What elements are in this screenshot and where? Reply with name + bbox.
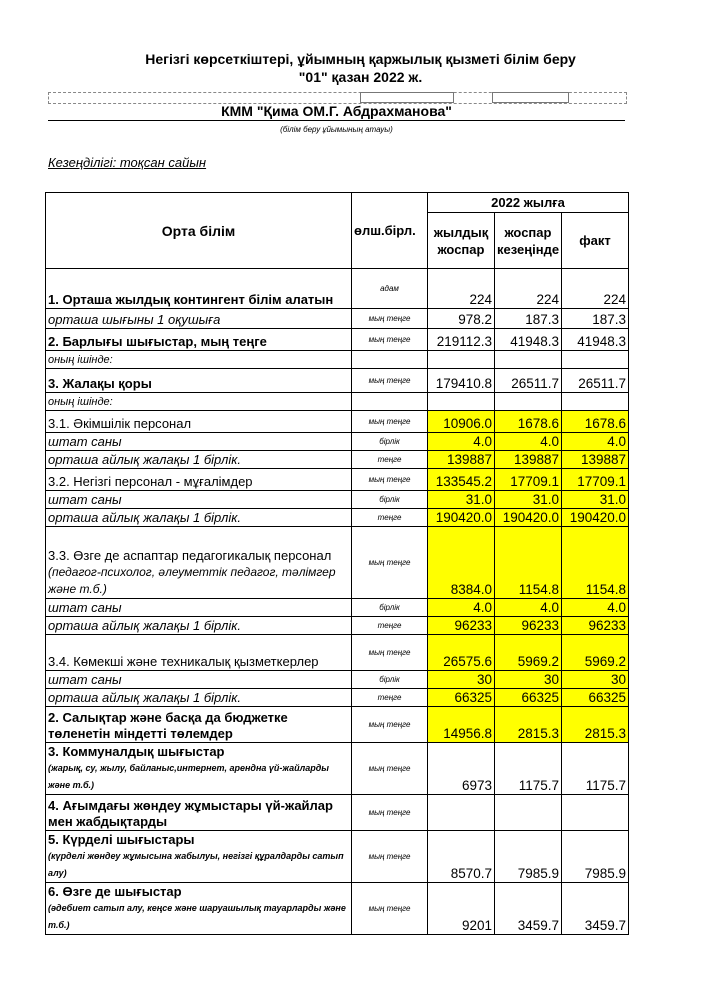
value-fact: 31.0 [562, 491, 629, 509]
row-label-text: орташа айлық жалақы 1 бірлік. [48, 510, 241, 525]
row-label-text: 5. Күрделі шығыстары [48, 832, 195, 847]
row-label [46, 433, 352, 451]
value-annual: 139887 [428, 451, 495, 469]
header-box-right [492, 92, 569, 103]
table-row [46, 831, 629, 883]
organization-name: КММ "Қима ОМ.Г. Абдрахманова" [48, 103, 625, 121]
row-unit: мың теңге [352, 743, 428, 795]
row-label-note: (әдебиет сатып алу, кеңсе және шаруашылық тауарларды және т.б.) [48, 903, 346, 930]
value-period: 3459.7 [495, 883, 562, 935]
value-fact: 26511.7 [562, 369, 629, 393]
row-unit: мың теңге [352, 635, 428, 671]
value-annual: 96233 [428, 617, 495, 635]
row-label-text: штат саны [48, 600, 122, 615]
value-annual: 31.0 [428, 491, 495, 509]
table-row [46, 351, 629, 369]
table-body [46, 269, 629, 935]
row-unit: мың теңге [352, 309, 428, 329]
row-label [46, 831, 352, 883]
row-label [46, 617, 352, 635]
table-row [46, 635, 629, 671]
row-label-text: 4. Ағымдағы жөндеу жұмыстары үй-жайлар мен жабдықтарды [48, 798, 333, 829]
value-period: 224 [495, 269, 562, 309]
value-fact: 7985.9 [562, 831, 629, 883]
header-name: Орта білім [46, 193, 352, 269]
row-label-text: оның ішінде: [48, 354, 113, 366]
value-period [495, 393, 562, 411]
table-row [46, 469, 629, 491]
row-label [46, 451, 352, 469]
value-period: 139887 [495, 451, 562, 469]
row-label-note: (педагог-психолог, әлеуметтік педагог, тәлімгер және т.б.) [48, 565, 336, 596]
row-label [46, 671, 352, 689]
value-fact: 30 [562, 671, 629, 689]
row-label [46, 689, 352, 707]
value-period: 1175.7 [495, 743, 562, 795]
row-label-text: штат саны [48, 492, 122, 507]
table-row [46, 329, 629, 351]
row-label [46, 469, 352, 491]
row-label-text: оның ішінде: [48, 396, 113, 408]
table-row [46, 369, 629, 393]
header-annual: жылдық жоспар [428, 213, 495, 269]
document-date: "01" қазан 2022 ж. [298, 69, 423, 85]
value-fact: 4.0 [562, 599, 629, 617]
value-annual: 10906.0 [428, 411, 495, 433]
row-label [46, 635, 352, 671]
value-annual: 8570.7 [428, 831, 495, 883]
value-period: 4.0 [495, 433, 562, 451]
row-unit: мың теңге [352, 707, 428, 743]
row-label [46, 411, 352, 433]
table-row [46, 707, 629, 743]
organization-caption: (білім беру ұйымының атауы) [280, 125, 393, 134]
value-annual: 224 [428, 269, 495, 309]
value-annual [428, 795, 495, 831]
row-unit: бірлік [352, 671, 428, 689]
value-period [495, 351, 562, 369]
value-period: 2815.3 [495, 707, 562, 743]
header-period: жоспар кезеңінде [495, 213, 562, 269]
header-unit: өлш.бірл. [352, 193, 428, 269]
value-period: 96233 [495, 617, 562, 635]
row-label-note: (жарық, су, жылу, байланыс,интернет, арендна үй-жайларды және т.б.) [48, 763, 329, 790]
row-label-text: орташа айлық жалақы 1 бірлік. [48, 618, 241, 633]
value-fact: 4.0 [562, 433, 629, 451]
row-label [46, 509, 352, 527]
header-box-left [360, 92, 454, 103]
row-unit: мың теңге [352, 411, 428, 433]
row-label-text: 3.4. Көмекші және техникалық қызметкерлер [48, 654, 319, 669]
value-period: 7985.9 [495, 831, 562, 883]
value-period: 4.0 [495, 599, 562, 617]
value-fact: 5969.2 [562, 635, 629, 671]
row-unit: мың теңге [352, 795, 428, 831]
row-unit [352, 393, 428, 411]
value-annual: 14956.8 [428, 707, 495, 743]
indicators-table [45, 192, 629, 935]
table-row [46, 883, 629, 935]
row-label [46, 527, 352, 599]
row-label-note: (күрделі жөндеу жұмысына жабылуы, негізгі құралдарды сатып алу) [48, 851, 344, 878]
value-annual: 179410.8 [428, 369, 495, 393]
value-fact: 190420.0 [562, 509, 629, 527]
table-row [46, 795, 629, 831]
table-row [46, 269, 629, 309]
value-annual: 978.2 [428, 309, 495, 329]
value-fact: 1154.8 [562, 527, 629, 599]
row-label [46, 309, 352, 329]
row-label-text: штат саны [48, 672, 122, 687]
row-label [46, 351, 352, 369]
value-annual: 30 [428, 671, 495, 689]
value-annual: 133545.2 [428, 469, 495, 491]
row-unit: теңге [352, 509, 428, 527]
value-period: 31.0 [495, 491, 562, 509]
row-label-text: 3.2. Негізгі персонал - мұғалімдер [48, 474, 253, 489]
table-row [46, 527, 629, 599]
row-unit: мың теңге [352, 329, 428, 351]
row-label-text: 2. Барлығы шығыстар, мың теңге [48, 334, 267, 349]
row-label-text: 3. Коммуналдық шығыстар [48, 744, 225, 759]
row-label-text: 3.3. Өзге де аспаптар педагогикалық персонал [48, 548, 332, 563]
row-label-text: орташа айлық жалақы 1 бірлік. [48, 452, 241, 467]
row-label [46, 491, 352, 509]
row-label [46, 329, 352, 351]
value-period: 30 [495, 671, 562, 689]
row-label [46, 269, 352, 309]
table-row [46, 411, 629, 433]
value-period: 1154.8 [495, 527, 562, 599]
value-fact: 187.3 [562, 309, 629, 329]
value-annual: 66325 [428, 689, 495, 707]
value-annual: 219112.3 [428, 329, 495, 351]
value-period: 187.3 [495, 309, 562, 329]
value-fact: 2815.3 [562, 707, 629, 743]
table-row [46, 491, 629, 509]
document-title: Негізгі көрсеткіштері, ұйымның қаржылық қызметі білім беру [145, 51, 576, 67]
row-label-text: орташа шығыны 1 оқушыға [48, 312, 221, 327]
value-annual: 4.0 [428, 599, 495, 617]
row-unit [352, 351, 428, 369]
period-label: Кезеңділігі: тоқсан сайын [48, 155, 207, 170]
row-unit: мың теңге [352, 469, 428, 491]
value-annual: 9201 [428, 883, 495, 935]
value-fact [562, 351, 629, 369]
value-period: 41948.3 [495, 329, 562, 351]
row-unit: мың теңге [352, 369, 428, 393]
row-unit: бірлік [352, 491, 428, 509]
table-row [46, 743, 629, 795]
value-fact [562, 393, 629, 411]
value-fact: 139887 [562, 451, 629, 469]
table-row [46, 451, 629, 469]
value-fact: 3459.7 [562, 883, 629, 935]
row-label-text: 6. Өзге де шығыстар [48, 884, 182, 899]
value-annual: 4.0 [428, 433, 495, 451]
table-row [46, 671, 629, 689]
row-unit: мың теңге [352, 883, 428, 935]
header-year: 2022 жылға [428, 193, 629, 213]
value-annual: 190420.0 [428, 509, 495, 527]
value-fact: 96233 [562, 617, 629, 635]
row-unit: бірлік [352, 433, 428, 451]
row-label-text: 3.1. Әкімшілік персонал [48, 416, 192, 431]
value-annual [428, 351, 495, 369]
row-label [46, 369, 352, 393]
value-annual [428, 393, 495, 411]
row-unit: теңге [352, 617, 428, 635]
header-fact: факт [562, 213, 629, 269]
row-label-text: орташа айлық жалақы 1 бірлік. [48, 690, 241, 705]
value-fact: 17709.1 [562, 469, 629, 491]
value-period: 26511.7 [495, 369, 562, 393]
table-row [46, 433, 629, 451]
row-unit: теңге [352, 689, 428, 707]
value-period: 1678.6 [495, 411, 562, 433]
row-label [46, 795, 352, 831]
value-fact: 224 [562, 269, 629, 309]
row-label [46, 599, 352, 617]
row-unit: теңге [352, 451, 428, 469]
value-fact [562, 795, 629, 831]
value-period: 66325 [495, 689, 562, 707]
table-row [46, 309, 629, 329]
table-row [46, 509, 629, 527]
row-unit: бірлік [352, 599, 428, 617]
value-fact: 66325 [562, 689, 629, 707]
row-label-text: 1. Орташа жылдық контингент білім алатын [48, 292, 334, 307]
value-fact: 1175.7 [562, 743, 629, 795]
value-period [495, 795, 562, 831]
row-label [46, 743, 352, 795]
value-annual: 6973 [428, 743, 495, 795]
table-row [46, 393, 629, 411]
value-fact: 41948.3 [562, 329, 629, 351]
row-unit: мың теңге [352, 831, 428, 883]
row-label-text: штат саны [48, 434, 122, 449]
value-period: 5969.2 [495, 635, 562, 671]
value-annual: 8384.0 [428, 527, 495, 599]
value-annual: 26575.6 [428, 635, 495, 671]
row-label-text: 2. Салықтар және басқа да бюджетке төленетін міндетті төлемдер [48, 710, 288, 741]
row-label [46, 393, 352, 411]
row-label [46, 707, 352, 743]
row-unit: мың теңге [352, 527, 428, 599]
table-row [46, 599, 629, 617]
table-row [46, 689, 629, 707]
value-fact: 1678.6 [562, 411, 629, 433]
table-row [46, 617, 629, 635]
row-unit: адам [352, 269, 428, 309]
value-period: 17709.1 [495, 469, 562, 491]
row-label-text: 3. Жалақы қоры [48, 376, 152, 391]
value-period: 190420.0 [495, 509, 562, 527]
row-label [46, 883, 352, 935]
